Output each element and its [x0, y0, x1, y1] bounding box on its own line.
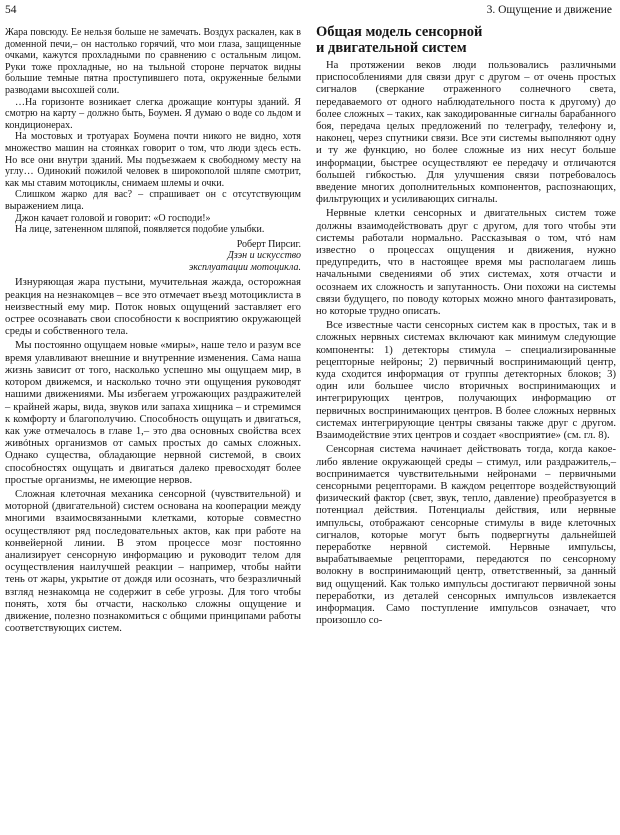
epigraph-paragraph: На лице, затененном шляпой, появляется подобие улыбки. — [15, 224, 265, 236]
section-heading-line1: Общая модель сенсорной — [316, 24, 483, 40]
left-column — [5, 27, 301, 635]
epigraph-paragraph: На мостовых и тротуарах Боумена почти никого не видно, хотя множество машин на стоянках говорит о том, что люди здесь есть. Но все они внутри зданий. Мы подъезжаем к свободному месту на углу… Одинокий пожилой человек в широкополой шляпе смотрит, как мы ставим мотоциклы, снимаем шлемы и очки. — [5, 131, 301, 189]
left-body — [5, 277, 301, 635]
attribution-work-line1: Дзэн и искусство — [227, 250, 301, 262]
body-paragraph: На протяжении веков люди пользовались различными приспособлениями для связи друг с другом – от очень простых сигналов (сверкание отраженного солнечного света, передаваемого от одного наблюдательного поста к другому) до более сложных – таких, как закодированные сигналы барабанного боя, передача целых предложений по телеграфу, телефону и, наконец, через спутники связи. Все эти системы выполняют одну и ту же функцию, но более сложные из них несут больше информации, быстрее осуществляют ее передачу и отличаются большей гибкостью. Для улучшения связи потребовалось введение многих дополнительных компонентов, распознающих, фильтрующих и усиливающих сигналы. — [316, 60, 616, 206]
section-heading-line2: и двигательной систем — [316, 39, 467, 56]
epigraph-paragraph: Джон качает головой и говорит: «О господи!» — [15, 212, 211, 224]
epigraph-paragraph: Слишком жарко для вас? – спрашивает он с отсутствующим выражением лица. — [5, 189, 301, 212]
body-paragraph: Нервные клетки сенсорных и двигательных систем тоже должны взаимодействовать друг с другом, для того чтобы эти системы работали нормально. Рассказывая о том, чтó нам известно о процессах ощущения и движения, нужно предупредить, что в настоящее время мы располагаем лишь начальными сведениями об этих системах, хотя отчасти и осознаем их сложность и запутанность. Они похожи на системы связи будущего, по поводу которых можно много фантазировать, но которые трудно описать. — [316, 208, 616, 318]
body-paragraph: Сенсорная система начинает действовать тогда, когда какое-либо явление окружающей среды – стимул, или раздражитель,– воспринимается чувствительными нейронами – первичными сенсорными рецепторами. В каждом рецепторе воздействующий физический фактор (свет, звук, тепло, давление) преобразуется в потенциал действия. Потенциалы действия, или нервные импульсы, отображают сенсорные стимулы в виде клеточных сигналов, которые могут быть подвергнуты дальнейшей переработке нервной системой. Нервные импульсы, вырабатываемые рецепторами, передаются по сенсорному волокну в воспринимающий центр, ответственный, за данный вид ощущений. Как только импульсы достигают первичной зоны переработки, из деталей сенсорных импульсов извлекается информация. Само поступление импульсов означает, что произошло со- — [316, 444, 616, 627]
body-paragraph: Мы постоянно ощущаем новые «миры», наше тело и разум все время улавливают внешние и внутренние изменения. Сама наша жизнь зависит от того, насколько успешно мы ощущаем мир, в котором движемся, и насколько точно эти ощущения руководят нашими движениями. Мы избегаем угрожающих раздражителей – крайней жары, вида, звуков или запаха хищника – и стремимся к комфорту и благополучию. Способность ощущать и двигаться, как уже отмечалось в главе 1,– это два основных свойства всех живótных организмов от самых простых до самых сложных. Однако существа, обладающие нервной системой, в своих способностях ощущать и двигаться далеко превосходят более простые организмы, не имеющие нервов. — [5, 340, 301, 486]
body-paragraph: Сложная клеточная механика сенсорной (чувствительной) и моторной (двигательной) систем основана на кооперации между многими взаимосвязанными клетками, которые совместно осуществляют ряд последовательных актов, как при работе на конвейерной линии. В этом процессе мозг постоянно анализирует сенсорную информацию и руководит телом для осуществления наилучшей реакции – например, чтобы найти тень от жары, укрытие от дождя или осознать, что безразличный взгляд незнакомца не содержит в себе угрозы. Для того чтобы понять, хотя бы отчасти, насколько сложны ощущение и движение, полезно познакомиться с общими принципами работы соответствующих систем. — [5, 488, 301, 635]
body-paragraph: Все известные части сенсорных систем как в простых, так и в сложных нервных системах включают как минимум следующие компоненты: 1) детекторы стимула – специализированные рецепторные нейроны; 2) первичный воспринимающий центр, куда сходится информация от группы детекторных блоков; 3) один или большее число вторичных воспринимающих и интегрирующих центров, получающих информацию от первичных воспринимающих центров. В более сложных нервных системах интегрирующие центры связаны также друг с другом. Взаимодействие этих центров и создает «восприятие» (см. гл. 8). — [316, 320, 616, 442]
section-heading — [316, 25, 616, 56]
epigraph-paragraph: Жара повсюду. Ее нельзя больше не замечать. Воздух раскален, как в доменной печи,– он настолько горячий, что мои глаза, защищенные очками, кажутся прохладными по сравнению с остальным лицом. Руки тоже прохладные, но на тыльной стороне перчаток видны большие темные пятна проступившего пота, окруженные белыми разводами высохшей соли. — [5, 27, 301, 96]
right-column — [316, 25, 616, 627]
epigraph-paragraph: …На горизонте возникает слегка дрожащие контуры зданий. Я смотрю на карту – должно быть, Боумен. Я думаю о воде со льдом и кондиционерах. — [5, 96, 301, 131]
body-paragraph: Изнуряющая жара пустыни, мучительная жажда, осторожная реакция на незнакомцев – все это отмечает въезд мотоциклиста в неизвестный ему мир. Поток новых ощущений заставляет его острее осознавать свои способности к восприятию окружающей среды и собственного тела. — [5, 277, 301, 338]
running-title: 3. Ощущение и движение — [486, 4, 612, 16]
right-body — [316, 60, 616, 627]
attribution-work-line2: эксплуатации мотоцикла. — [188, 261, 301, 273]
epigraph — [5, 27, 301, 236]
attribution-author: Роберт Пирсиг. — [236, 238, 301, 250]
page-number: 54 — [5, 4, 17, 16]
epigraph-attribution — [5, 239, 301, 274]
